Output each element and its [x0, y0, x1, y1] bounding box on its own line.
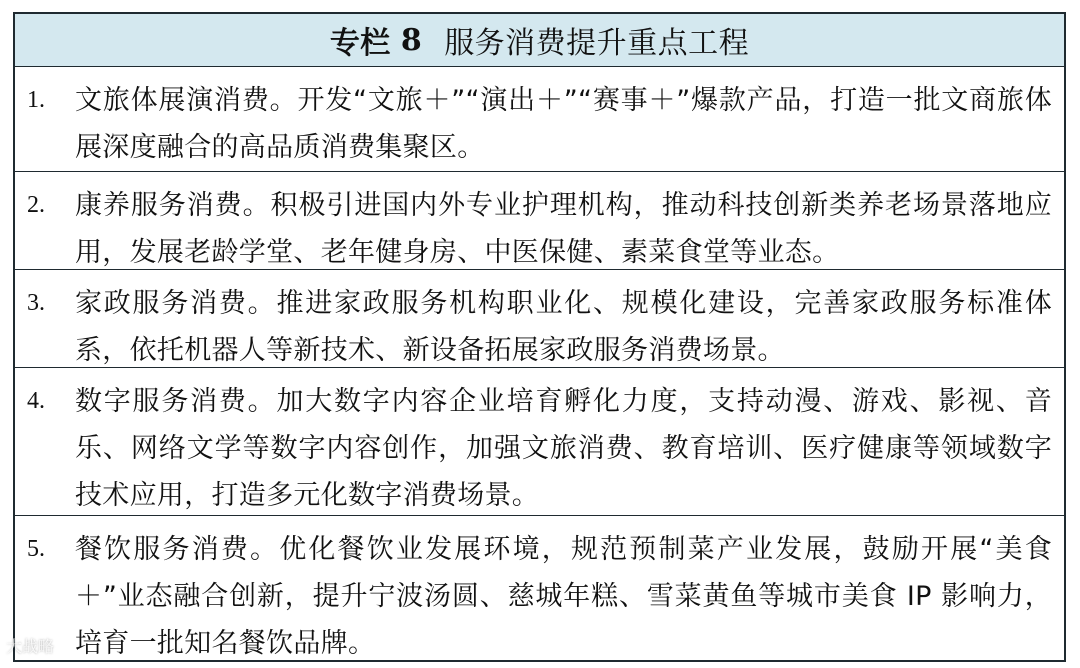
item-text: 康养服务消费。积极引进国内外专业护理机构，推动科技创新类养老场景落地应用，发展老龄学堂、老年健身房、中医保健、素菜食堂等业态。 — [75, 190, 1052, 268]
column-number: 8 — [400, 22, 423, 58]
item-index: 5. — [27, 536, 45, 562]
item-index: 2. — [27, 192, 45, 218]
item-text: 文旅体展演消费。开发“文旅＋”“演出＋”“赛事＋”爆款产品，打造一批文商旅体展深度融合的高品质消费集聚区。 — [75, 85, 1052, 163]
list-item — [15, 270, 1064, 368]
watermark: 大战略 — [6, 637, 55, 656]
item-index: 3. — [27, 290, 45, 316]
item-index: 1. — [27, 87, 45, 113]
list-item — [15, 368, 1064, 516]
column-header — [15, 14, 1064, 67]
list-item — [15, 516, 1064, 661]
column-prefix: 专栏 — [329, 26, 391, 61]
item-text: 家政服务消费。推进家政服务机构职业化、规模化建设，完善家政服务标准体系，依托机器人等新技术、新设备拓展家政服务消费场景。 — [75, 288, 1052, 366]
list-item — [15, 172, 1064, 270]
column-title: 服务消费提升重点工程 — [444, 26, 750, 61]
item-index: 4. — [27, 388, 45, 414]
column-box — [13, 12, 1066, 662]
list-item — [15, 67, 1064, 172]
item-text: 数字服务消费。加大数字内容企业培育孵化力度，支持动漫、游戏、影视、音乐、网络文学等数字内容创作，加强文旅消费、教育培训、医疗健康等领域数字技术应用，打造多元化数字消费场景。 — [75, 386, 1052, 511]
item-text: 餐饮服务消费。优化餐饮业发展环境，规范预制菜产业发展，鼓励开展“美食＋”业态融合创新，提升宁波汤圆、慈城年糕、雪菜黄鱼等城市美食 IP 影响力，培育一批知名餐饮品牌。 — [75, 534, 1052, 659]
